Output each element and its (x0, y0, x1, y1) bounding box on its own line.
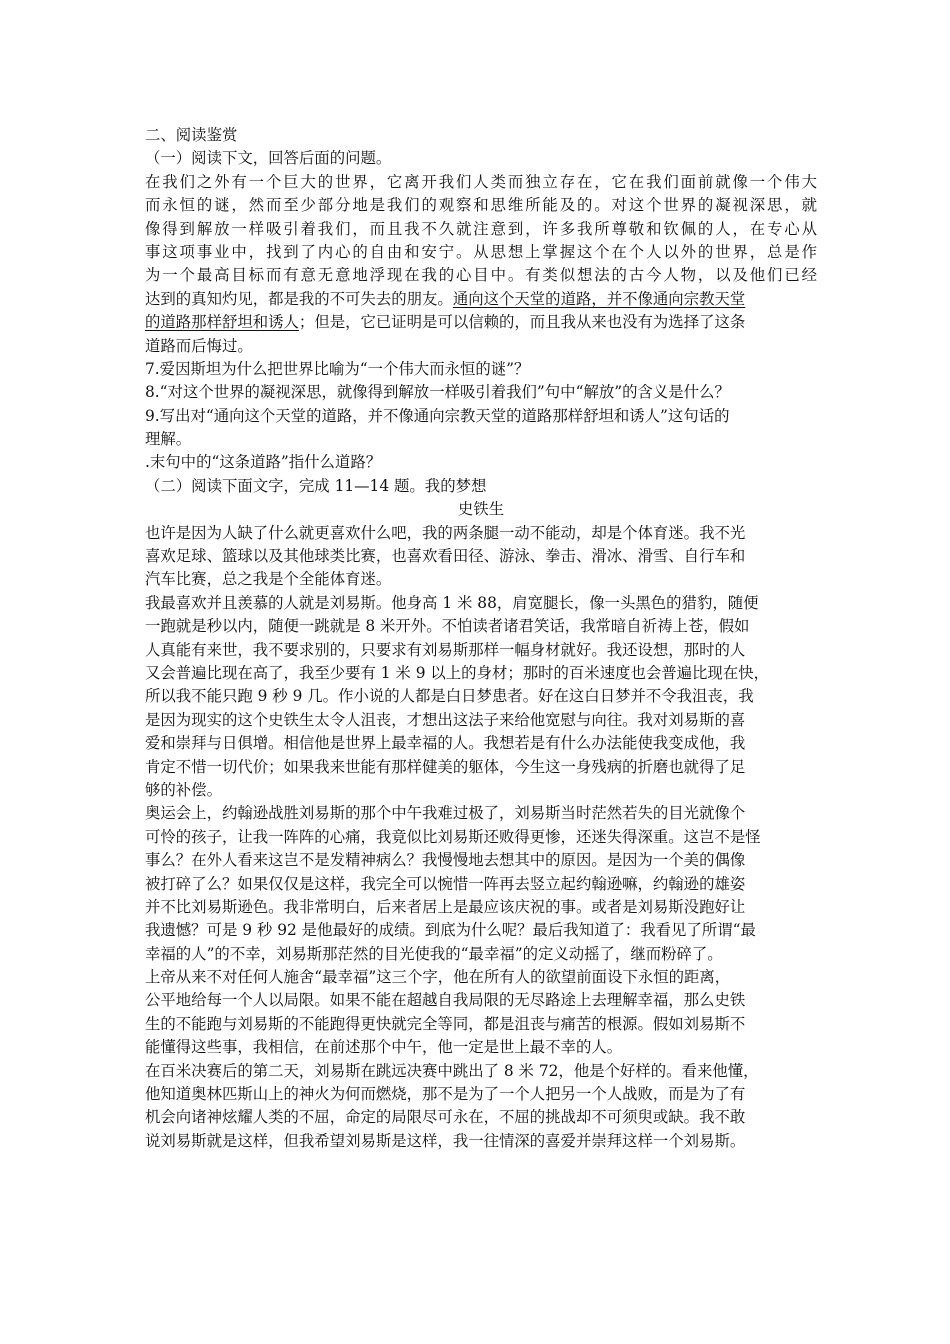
part1-questions (145, 358, 817, 475)
question-10: .末句中的“这条道路”指什么道路？ (145, 453, 382, 472)
passage-text: ；但是，它已证明是可以信赖的，而且我从来也没有为选择了这条 (298, 313, 746, 332)
paragraph-line: 奥运会上，约翰逊战胜刘易斯的那个中午我难过极了，刘易斯当时茫然若失的目光就像个 (145, 804, 746, 823)
passage-line: 事这项事业中，找到了内心的自由和安宁。从思想上掌握这个在个人以外的世界，总是作 (145, 242, 817, 261)
paragraph-line: 够的补偿。 (145, 780, 222, 799)
paragraph-line: 事么？在外人看来这岂不是发精神病么？我慢慢地去想其中的原因。是因为一个美的偶像 (145, 851, 746, 870)
passage-line (145, 288, 817, 311)
section-heading: 二、阅读鉴赏 (145, 126, 238, 144)
paragraph-line: 也许是因为人缺了什么就更喜欢什么吧，我的两条腿一动不能动，却是个体育迷。我不光 (145, 523, 746, 542)
paragraph-4 (145, 1060, 817, 1154)
underlined-sentence: 通向这个天堂的道路，并不像通向宗教天堂 (452, 289, 746, 308)
paragraph-line: 我最喜欢并且羡慕的人就是刘易斯。他身高 1 米 88，肩宽腿长，像一头黑色的猎豹，随便 (145, 593, 759, 612)
paragraph-line: 幸福的人”的不幸，刘易斯那茫然的目光使我的“最幸福”的定义动摇了，继而粉碎了。 (145, 944, 723, 963)
paragraph-line: 汽车比赛，总之我是个全能体育迷。 (145, 570, 392, 589)
paragraph-line: 说刘易斯就是这样，但我希望刘易斯是这样，我一往情深的喜爱并崇拜这样一个刘易斯。 (145, 1131, 746, 1150)
paragraph-3 (145, 802, 817, 1059)
paragraph-line: 我遗憾？可是 9 秒 92 是他最好的成绩。到底为什么呢？最后我知道了：我看见了所谓“最 (145, 921, 756, 940)
paragraph-line: 一跑就是秒以内，随便一跳就是 8 米开外。不怕读者诸君笑话，我常暗自祈祷上苍，假如 (145, 617, 750, 636)
passage-line: 道路而后悔过。 (145, 336, 253, 355)
paragraph-line: 生的不能跑与刘易斯的不能跑得更快就完全等同，都是沮丧与痛苦的根源。假如刘易斯不 (145, 1014, 746, 1033)
question-9-continued: 理解。 (145, 430, 192, 449)
paragraph-line: 爱和崇拜与日俱增。相信他是世界上最幸福的人。我想若是有什么办法能使我变成他，我 (145, 734, 746, 753)
passage-line: 在我们之外有一个巨大的世界，它离开我们人类而独立存在，它在我们面前就像一个伟大 (145, 172, 817, 191)
passage-line: 像得到解放一样吸引着我们，而且我不久就注意到，许多我所尊敬和钦佩的人，在专心从 (145, 219, 817, 238)
paragraph-line: 人真能有来世，我不要求别的，只要求有刘易斯那样一幅身材就好。我还设想，那时的人 (145, 640, 746, 659)
paragraph-line: 他知道奥林匹斯山上的神火为何而燃烧，那不是为了一个人把另一个人战败，而是为了有 (145, 1085, 746, 1104)
question-8: 8.“对这个世界的凝视深思，就像得到解放一样吸引着我们”句中“解放”的含义是什么？ (145, 383, 730, 402)
paragraph-line: 上帝从来不对任何人施舍“最幸福”这三个字，他在所有人的欲望前面设下永恒的距离， (145, 968, 731, 987)
question-7: 7.爱因斯坦为什么把世界比喻为“一个伟大而永恒的谜”？ (145, 359, 530, 378)
passage-text: 达到的真知灼见，都是我的不可失去的朋友。 (145, 289, 453, 308)
paragraph-line: 喜欢足球、篮球以及其他球类比赛，也喜欢看田径、游泳、拳击、滑冰、滑雪、自行车和 (145, 547, 746, 566)
part2-intro: （二）阅读下面文字，完成 11—14 题。我的梦想 (145, 476, 487, 495)
paragraph-line: 并不比刘易斯逊色。我非常明白，后来者居上是最应该庆祝的事。或者是刘易斯没跑好让 (145, 897, 746, 916)
part1-intro: （一）阅读下文，回答后面的问题。 (145, 149, 392, 168)
paragraph-line: 可怜的孩子，让我一阵阵的心痛，我竟似比刘易斯还败得更惨，还迷失得深重。这岂不是怪 (145, 827, 761, 846)
paragraph-line: 所以我不能只跑 9 秒 9 几。作小说的人都是白日梦患者。好在这白日梦并不令我沮丧，我 (145, 687, 754, 706)
document-page (145, 124, 817, 1153)
underlined-sentence: 的道路那样舒坦和诱人 (145, 313, 299, 332)
paragraph-line: 是因为现实的这个史铁生太令人沮丧，才想出这法子来给他宽慰与向往。我对刘易斯的喜 (145, 710, 746, 729)
passage-line (145, 311, 817, 334)
paragraph-line: 又会普遍比现在高了，我至少要有 1 米 9 以上的身材；那时的百米速度也会普遍比现在快， (145, 663, 769, 682)
paragraph-line: 肯定不惜一切代价；如果我来世能有那样健美的躯体，今生这一身残病的折磨也就得了足 (145, 757, 746, 776)
paragraph-line: 机会向诸神炫耀人类的不屈，命定的局限尽可永在，不屈的挑战却不可须臾或缺。我不敢 (145, 1108, 746, 1127)
paragraph-line: 被打碎了么？如果仅仅是这样，我完全可以惋惜一阵再去竖立起约翰逊嘛，约翰逊的雄姿 (145, 874, 746, 893)
paragraph-2 (145, 592, 817, 803)
paragraph-line: 公平地给每一个人以局限。如果不能在超越自我局限的无尽路途上去理解幸福，那么史铁 (145, 991, 746, 1010)
paragraph-line: 能懂得这些事，我相信，在前述那个中午，他一定是世上最不幸的人。 (145, 1038, 623, 1057)
part1-passage (145, 171, 817, 358)
passage-line: 而永恒的谜，然而至少部分地是我们的观察和思维所能及的。对这个世界的凝视深思，就 (145, 196, 817, 215)
passage-line: 为一个最高目标而有意无意地浮现在我的心目中。有类似想法的古今人物，以及他们已经 (145, 266, 817, 285)
paragraph-line: 在百米决赛后的第二天，刘易斯在跳远决赛中跳出了 8 米 72，他是个好样的。看来他懂， (145, 1061, 759, 1080)
author-name: 史铁生 (457, 500, 505, 519)
paragraph-1 (145, 522, 817, 592)
question-9: 9.写出对“通向这个天堂的道路，并不像通向宗教天堂的道路那样舒坦和诱人”这句话的 (145, 406, 730, 425)
